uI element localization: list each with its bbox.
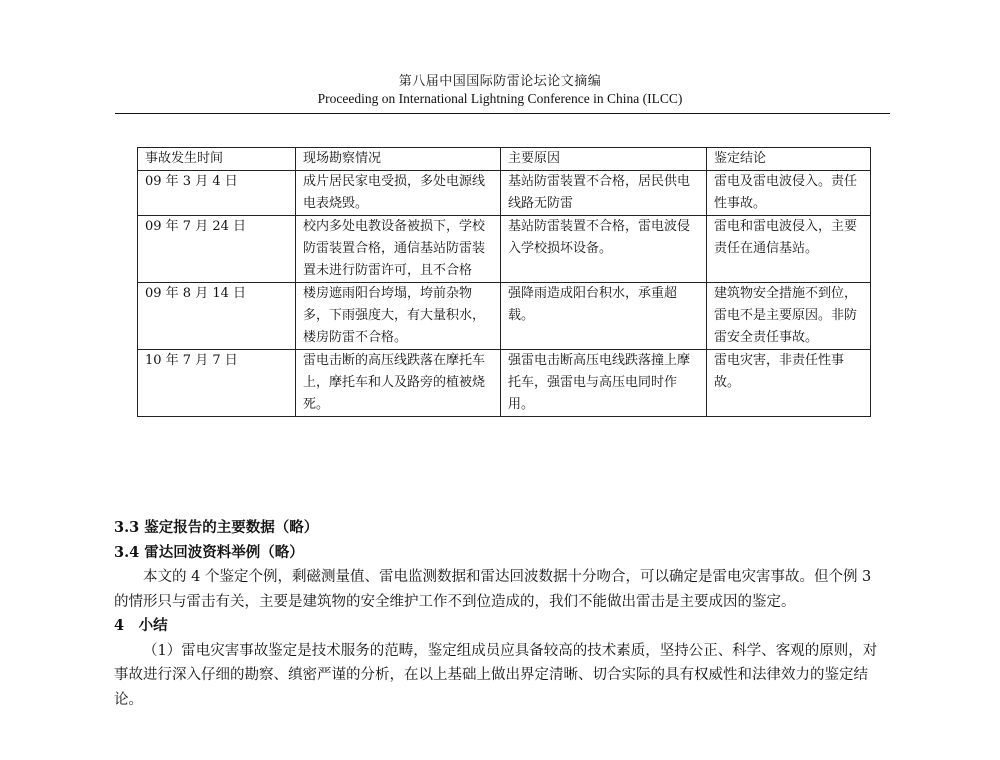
- col-header-conclusion: 鉴定结论: [707, 148, 871, 171]
- cell-conclusion: 雷电和雷电波侵入，主要责任在通信基站。: [707, 216, 871, 283]
- cell-date: 10 年 7 月 7 日: [138, 350, 296, 417]
- section-heading-3-4: 3.4 雷达回波资料举例（略）: [114, 543, 304, 561]
- cell-conclusion: 建筑物安全措施不到位，雷电不是主要原因。非防雷安全责任事故。: [707, 283, 871, 350]
- col-header-survey: 现场勘察情况: [296, 148, 501, 171]
- page-header: [0, 73, 1000, 107]
- col-header-date: 事故发生时间: [138, 148, 296, 171]
- header-rule: [115, 113, 890, 114]
- section-heading-3-3: 3.3 鉴定报告的主要数据（略）: [114, 519, 319, 536]
- cell-date: 09 年 7 月 24 日: [138, 216, 296, 283]
- col-header-cause: 主要原因: [501, 148, 707, 171]
- cell-cause: 强雷电击断高压电线跌落撞上摩托车，强雷电与高压电同时作用。: [501, 350, 707, 417]
- cell-conclusion: 雷电及雷电波侵入。责任性事故。: [707, 171, 871, 216]
- cell-survey: 雷电击断的高压线跌落在摩托车上，摩托车和人及路旁的植被烧死。: [296, 350, 501, 417]
- cell-date: 09 年 3 月 4 日: [138, 171, 296, 216]
- paragraph-cases: 本文的 4 个鉴定个例，剩磁测量值、雷电监测数据和雷达回波数据十分吻合，可以确定是雷电灾害事故。但个例 3 的情形只与雷击有关，主要是建筑物的安全维护工作不到位造成的，我们不能做出雷击是主要成因的鉴定。: [114, 569, 872, 610]
- cell-cause: 基站防雷装置不合格，雷电波侵入学校损坏设备。: [501, 216, 707, 283]
- cell-survey: 校内多处电教设备被损下，学校防雷装置合格，通信基站防雷装置未进行防雷许可，且不合格: [296, 216, 501, 283]
- cell-survey: 成片居民家电受损，多处电源线电表烧毁。: [296, 171, 501, 216]
- section-heading-4: 4 小结: [114, 617, 168, 634]
- cell-survey: 楼房遮雨阳台垮塌，垮前杂物多，下雨强度大，有大量积水，楼房防雷不合格。: [296, 283, 501, 350]
- table-row: [138, 216, 871, 283]
- accident-table: [137, 147, 871, 417]
- cell-conclusion: 雷电灾害，非责任性事故。: [707, 350, 871, 417]
- header-title-en: Proceeding on International Lightning Conference in China (ILCC): [317, 91, 683, 106]
- cell-cause: 强降雨造成阳台积水，承重超载。: [501, 283, 707, 350]
- table-row: [138, 350, 871, 417]
- table-row: [138, 283, 871, 350]
- body-text: [114, 516, 890, 712]
- paragraph-summary-1: （1）雷电灾害事故鉴定是技术服务的范畴，鉴定组成员应具备较高的技术素质，坚持公正、科学、客观的原则，对事故进行深入仔细的勘察、缜密严谨的分析，在以上基础上做出界定清晰、切合实际的具有权威性和法律效力的鉴定结论。: [114, 642, 878, 708]
- table-row: [138, 171, 871, 216]
- cell-date: 09 年 8 月 14 日: [138, 283, 296, 350]
- table-header-row: [138, 148, 871, 171]
- cell-cause: 基站防雷装置不合格，居民供电线路无防雷: [501, 171, 707, 216]
- header-title-cn: 第八届中国国际防雷论坛论文摘编: [398, 74, 602, 89]
